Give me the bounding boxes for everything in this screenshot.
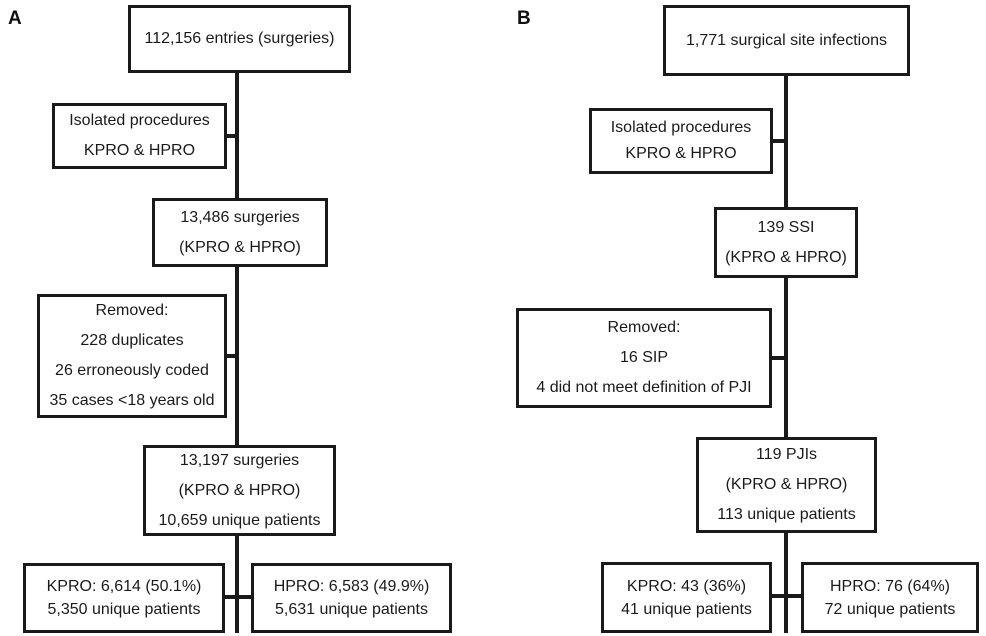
panel-a-removed-box	[37, 294, 227, 418]
surgeries-subtext: (KPRO & HPRO)	[179, 238, 301, 256]
kpro-patients-text: 41 unique patients	[621, 600, 752, 618]
panel-b-infections-box	[663, 5, 910, 76]
removed-age-text: 35 cases <18 years old	[49, 392, 215, 409]
hpro-count-text: HPRO: 6,583 (49.9%)	[273, 578, 430, 595]
pji-subtext: (KPRO & HPRO)	[725, 476, 848, 493]
removed-header-text: Removed:	[95, 302, 169, 319]
panel-b-kpro-box	[601, 562, 772, 633]
kpro-count-text: KPRO: 43 (36%)	[626, 577, 747, 595]
panel-b-removed-box	[516, 308, 772, 408]
entries-count-text: 112,156 entries (surgeries)	[144, 30, 335, 47]
final-unique-patients-text: 10,659 unique patients	[158, 511, 321, 529]
hpro-patients-text: 72 unique patients	[824, 600, 956, 618]
isolated-procedures-subtext: KPRO & HPRO	[625, 145, 737, 162]
hpro-count-text: HPRO: 76 (64%)	[829, 577, 951, 595]
infections-count-text: 1,771 surgical site infections	[686, 31, 887, 49]
panel-b-main-connector-line	[784, 75, 788, 633]
panel-a-final-surgeries-box	[143, 445, 336, 536]
panel-a-label: A	[8, 8, 22, 29]
final-surgeries-subtext: (KPRO & HPRO)	[178, 481, 301, 499]
panel-b-hpro-box	[801, 562, 979, 633]
final-surgeries-count-text: 13,197 surgeries	[179, 451, 300, 469]
panel-b-label: B	[517, 8, 531, 29]
ssi-subtext: (KPRO & HPRO)	[725, 248, 847, 266]
removed-header-text: Removed:	[607, 319, 681, 336]
ssi-count-text: 139 SSI	[757, 218, 815, 236]
panel-b-isolated-procedures-box	[589, 108, 773, 174]
removed-pji-definition-text: 4 did not meet definition of PJI	[536, 379, 752, 396]
panel-a-hpro-box	[251, 563, 452, 633]
panel-b-ssi-box	[714, 207, 858, 278]
panel-a-surgeries-box	[152, 198, 328, 267]
pji-count-text: 119 PJIs	[755, 446, 818, 463]
panel-a-split-connector-line	[222, 595, 254, 599]
kpro-count-text: KPRO: 6,614 (50.1%)	[46, 578, 202, 595]
isolated-procedures-subtext: KPRO & HPRO	[83, 142, 196, 159]
panel-b-pji-box	[696, 437, 877, 533]
panel-a-kpro-box	[23, 563, 225, 633]
hpro-patients-text: 5,631 unique patients	[274, 601, 428, 618]
panel-b-split-connector-line	[770, 594, 804, 598]
panel-a-isolated-procedures-box	[52, 103, 227, 169]
surgeries-count-text: 13,486 surgeries	[180, 208, 300, 226]
removed-sip-text: 16 SIP	[619, 349, 669, 366]
removed-erroneous-text: 26 erroneously coded	[55, 362, 209, 379]
panel-a-entries-box	[128, 5, 351, 73]
isolated-procedures-text: Isolated procedures	[610, 119, 752, 136]
panel-a-main-connector-line	[235, 72, 239, 633]
pji-unique-patients-text: 113 unique patients	[717, 506, 856, 523]
removed-duplicates-text: 228 duplicates	[80, 332, 184, 349]
isolated-procedures-text: Isolated procedures	[69, 112, 210, 129]
kpro-patients-text: 5,350 unique patients	[47, 601, 201, 618]
